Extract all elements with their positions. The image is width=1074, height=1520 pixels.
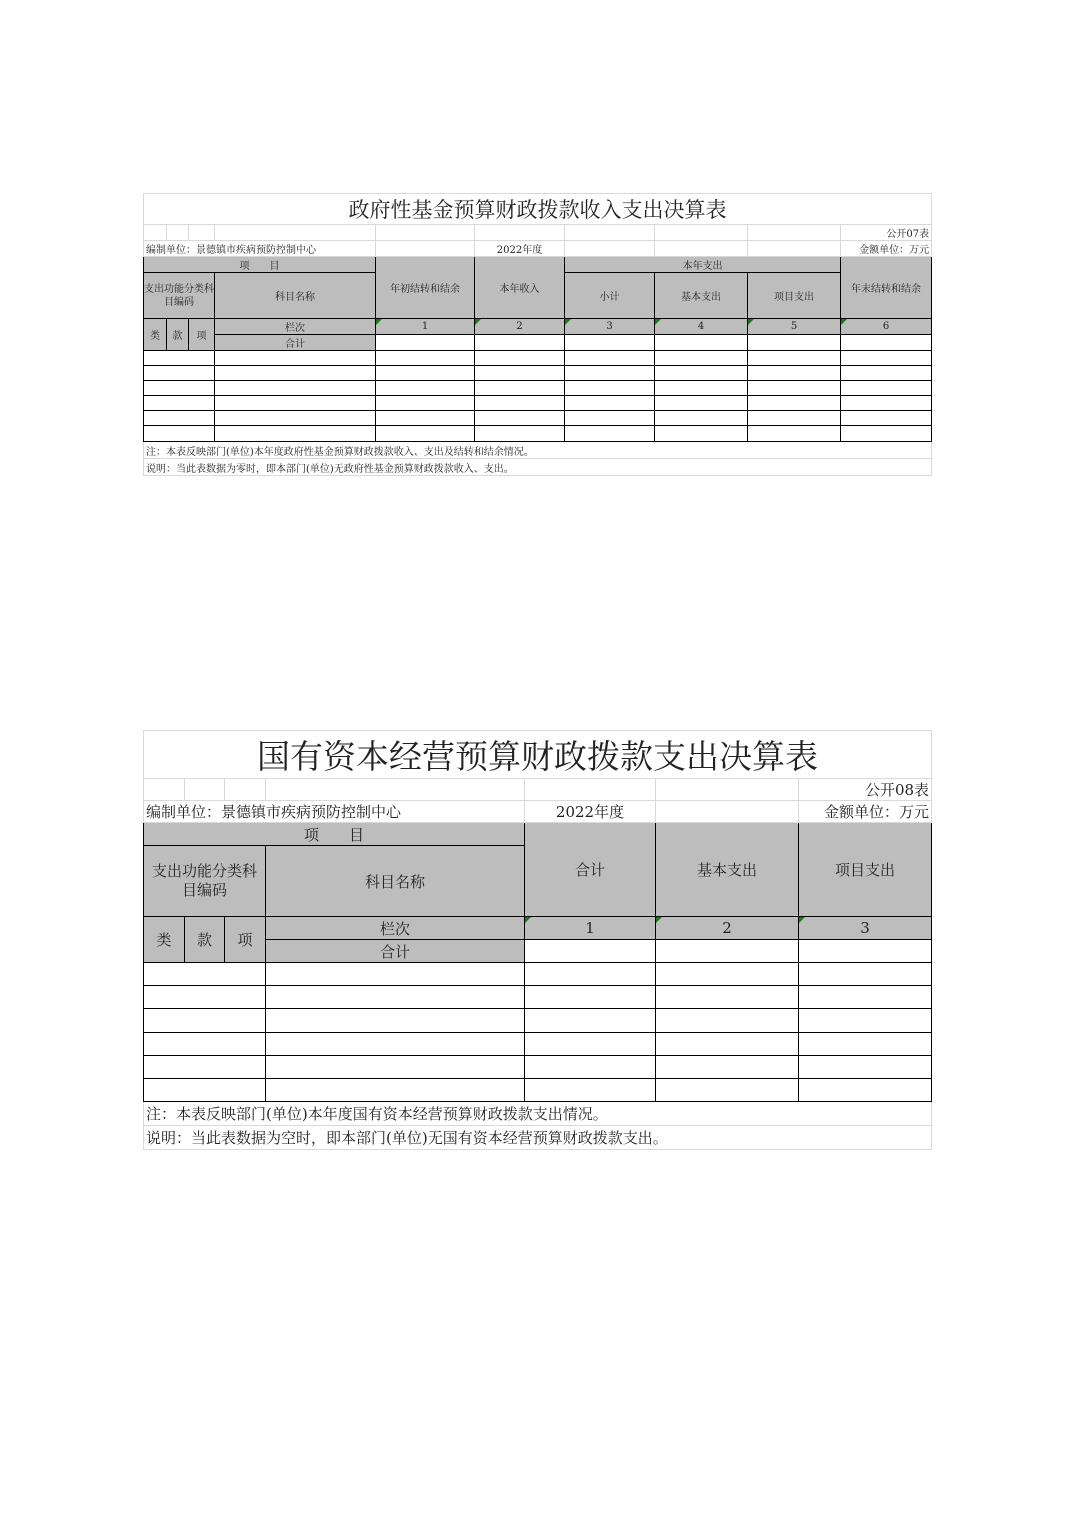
table2-header-basic: 基本支出 [656,823,799,917]
table2-header-total: 合计 [525,823,656,917]
table2-header-column-no: 栏次 [266,917,525,940]
table1-header-closing-balance: 年末结转和结余 [841,257,932,319]
table-row [144,986,932,1009]
table-row [144,1079,932,1102]
table1-header-lei: 类 [144,319,167,351]
table2-header-xiang: 项 [225,917,266,963]
table1-explain: 说明：当此表数据为零时，即本部门(单位)无政府性基金预算财政拨款收入、支出。 [144,459,932,476]
table2-code: 公开08表 [799,779,932,801]
table2-header-func-code: 支出功能分类科目编码 [144,846,266,917]
table1-header-project-exp: 项目支出 [748,273,841,319]
table-row [144,396,932,411]
table2-header-kuan: 款 [185,917,225,963]
state-capital-budget-table [143,730,932,1150]
table1-col-num: 3 [565,319,655,335]
table2-total-label: 合计 [266,940,525,963]
table-row [144,366,932,381]
government-fund-budget-table [143,193,932,476]
table-row [144,1056,932,1079]
table-row [144,426,932,442]
table1-header-basic: 基本支出 [655,273,748,319]
table1-header-kuan: 款 [167,319,189,351]
table-row [144,351,932,366]
table2-header-project-exp: 项目支出 [799,823,932,917]
table1-col-num: 1 [376,319,475,335]
table2-title: 国有资本经营预算财政拨款支出决算表 [144,731,932,779]
table2-col-num: 3 [799,917,932,940]
table2-compiling-unit: 编制单位：景德镇市疾病预防控制中心 [144,801,525,823]
table1-note: 注：本表反映部门(单位)本年度政府性基金预算财政拨款收入、支出及结转和结余情况。 [144,442,932,459]
table2-col-num: 1 [525,917,656,940]
table1-compiling-unit: 编制单位：景德镇市疾病预防控制中心 [144,241,376,257]
table2-year: 2022年度 [525,801,656,823]
table1-header-subtotal: 小计 [565,273,655,319]
table1-header-project: 项 目 [144,257,376,273]
table-row [144,1033,932,1056]
table-row [144,963,932,986]
table1-title: 政府性基金预算财政拨款收入支出决算表 [144,194,932,225]
table2-header-subject-name: 科目名称 [266,846,525,917]
table1-amount-unit: 金额单位：万元 [841,241,932,257]
table1-code: 公开07表 [841,225,932,241]
table2-header-project: 项 目 [144,823,525,846]
table2-amount-unit: 金额单位：万元 [799,801,932,823]
table1-year: 2022年度 [475,241,565,257]
table1-total-label: 合计 [215,335,376,351]
table1-header-income: 本年收入 [475,257,565,319]
table1-col-num: 4 [655,319,748,335]
table1-header-expense-group: 本年支出 [565,257,841,273]
table2-note: 注：本表反映部门(单位)本年度国有资本经营预算财政拨款支出情况。 [144,1102,932,1126]
table1-col-num: 6 [841,319,932,335]
table-row [144,1009,932,1033]
table-row [144,381,932,396]
table-row [144,411,932,426]
table1-col-num: 2 [475,319,565,335]
table1-header-subject-name: 科目名称 [215,273,376,319]
table1-header-func-code: 支出功能分类科目编码 [144,273,215,319]
table1-col-num: 5 [748,319,841,335]
table1-header-column-no: 栏次 [215,319,376,335]
table1-header-xiang: 项 [189,319,215,351]
table2-col-num: 2 [656,917,799,940]
table1-header-opening-balance: 年初结转和结余 [376,257,475,319]
table2-explain: 说明：当此表数据为空时，即本部门(单位)无国有资本经营预算财政拨款支出。 [144,1126,932,1150]
table2-header-lei: 类 [144,917,185,963]
